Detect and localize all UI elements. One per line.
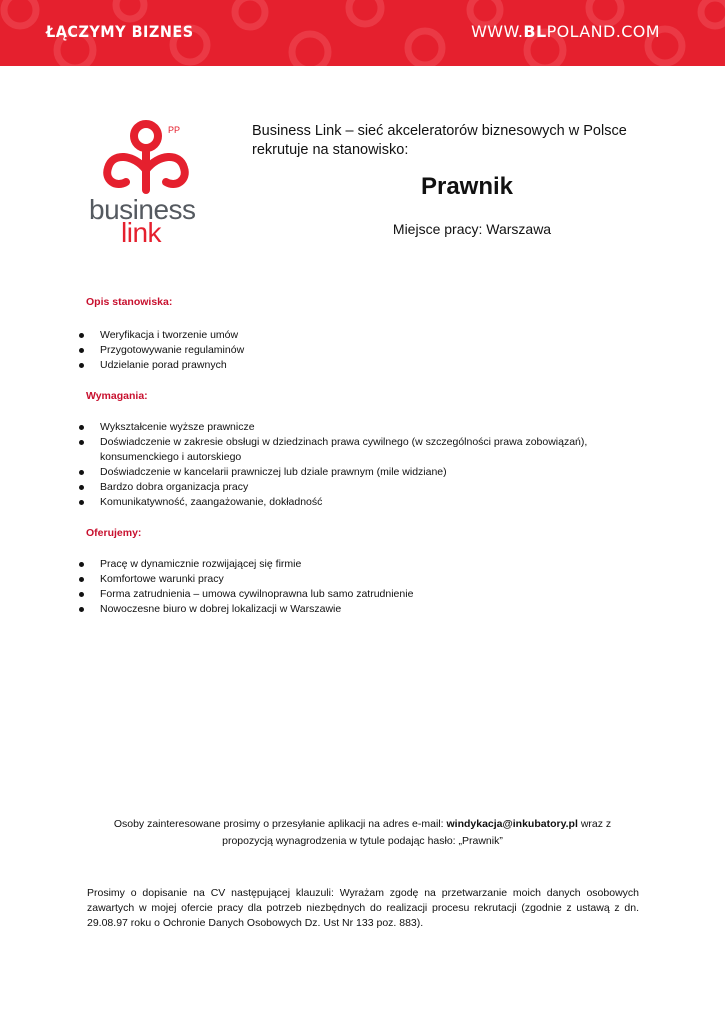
list-item: Bardzo dobra organizacja pracy [78, 480, 648, 495]
list-item: Komfortowe warunki pracy [78, 572, 648, 587]
list-item: Doświadczenie w zakresie obsługi w dziedzinach prawa cywilnego (w szczególności prawa zobowiązań), konsumenckiego i autorskiego [78, 435, 648, 465]
logo-word-link: link [121, 217, 162, 248]
intro-text: Business Link – sieć akceleratorów biznesowych w Polsce rekrutuje na stanowisko: [252, 123, 627, 158]
url-prefix: WWW. [471, 22, 524, 41]
description-list [78, 328, 648, 373]
application-instructions [90, 816, 635, 850]
apply-text-after: wraz z propozycją wynagrodzenia w tytule podając hasło: „Prawnik” [222, 818, 612, 847]
list-item: Nowoczesne biuro w dobrej lokalizacji w Warszawie [78, 602, 648, 617]
list-item: Udzielanie porad prawnych [78, 358, 648, 373]
section-heading-requirements: Wymagania: [86, 390, 148, 402]
logo-word-business: business [89, 194, 196, 225]
consent-clause: Prosimy o dopisanie na CV następującej klauzuli: Wyrażam zgodę na przetwarzanie moich danych osobowych zawartych w mojej ofercie pracy dla potrzeb niezbędnych do realizacji procesu rekrutacji (zgodnie z ustawą z dn. 29.08.97 roku o Ochronie Danych Osobowych Dz. Ust Nr 133 poz. 883). [87, 887, 639, 929]
logo-symbol-icon [86, 118, 206, 198]
url-suffix: POLAND.COM [546, 22, 660, 41]
list-item: Weryfikacja i tworzenie umów [78, 328, 648, 343]
section-heading-offer: Oferujemy: [86, 527, 142, 539]
list-item: Komunikatywność, zaangażowanie, dokładność [78, 495, 648, 510]
requirements-list [78, 420, 648, 510]
business-link-logo [86, 118, 206, 248]
job-title: Prawnik [420, 173, 514, 200]
section-heading-description: Opis stanowiska: [86, 296, 173, 308]
offer-list [78, 557, 648, 617]
job-location: Miejsce pracy: Warszawa [392, 221, 552, 237]
apply-text-before: Osoby zainteresowane prosimy o przesyłanie aplikacji na adres e-mail: [113, 818, 447, 830]
logo-superscript: PP [168, 125, 181, 135]
url-bold: BL [523, 22, 547, 41]
tagline: ŁĄCZYMY BIZNES [46, 22, 194, 41]
list-item: Doświadczenie w kancelarii prawniczej lub dziale prawnym (mile widziane) [78, 465, 648, 480]
apply-email-link[interactable]: windykacja@inkubatory.pl [446, 818, 578, 830]
list-item: Pracę w dynamicznie rozwijającej się firmie [78, 557, 648, 572]
header-banner [0, 0, 725, 66]
list-item: Przygotowywanie regulaminów [78, 343, 648, 358]
list-item: Forma zatrudnienia – umowa cywilnoprawna lub samo zatrudnienie [78, 587, 648, 602]
list-item: Wykształcenie wyższe prawnicze [78, 420, 648, 435]
website-url[interactable] [471, 22, 660, 41]
